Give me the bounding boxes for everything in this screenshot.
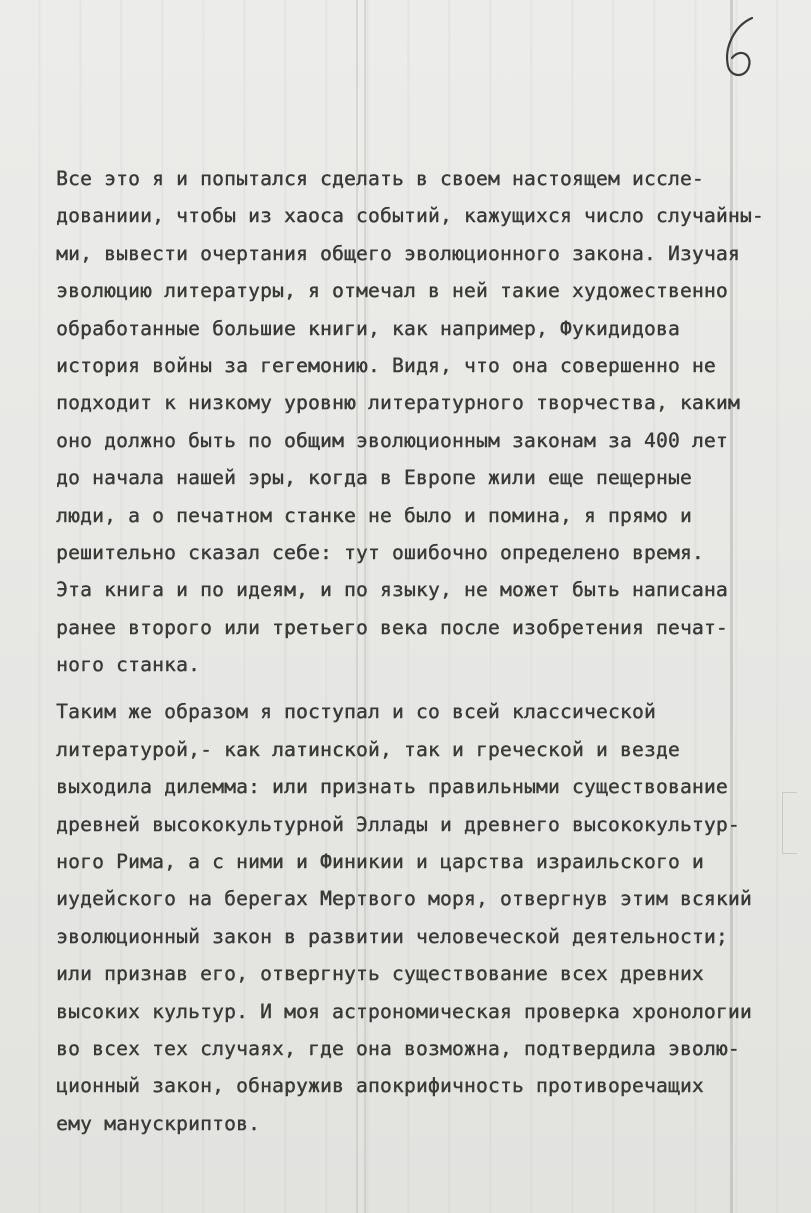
paragraph-gap <box>56 683 801 693</box>
text-line: Таким же образом я поступал и со всей классической <box>56 700 656 724</box>
text-line: дованиии, чтобы из хаоса событий, кажущихся число случайны- <box>56 204 764 228</box>
text-line: оно должно быть по общим эволюционным законам за 400 лет <box>56 428 728 452</box>
paragraph-1 <box>56 160 801 683</box>
handwritten-page-number <box>712 12 772 82</box>
typewritten-text <box>56 160 801 1142</box>
handwritten-six-icon <box>712 12 772 82</box>
text-line: Все это я и попытался сделать в своем настоящем иссле- <box>56 167 704 190</box>
text-line: древней высококультурной Эллады и древнего высококультур- <box>56 812 740 836</box>
text-line: эволюционный закон в развитии человеческой деятельности; <box>56 924 728 948</box>
text-line: во всех тех случаях, где она возможна, подтвердила эволю- <box>56 1036 740 1060</box>
text-line: до начала нашей эры, когда в Европе жили еще пещерные <box>56 466 692 490</box>
text-line: высоких культур. И моя астрономическая проверка хронологии <box>56 999 752 1023</box>
text-line: люди, а о печатном станке не было и помина, я прямо и <box>56 503 692 527</box>
text-line: ранее второго или третьего века после изобретения печат- <box>56 615 728 639</box>
text-line: выходила дилемма: или признать правильными существование <box>56 775 728 799</box>
text-line: обработанные большие книги, как например, Фукидидова <box>56 316 680 340</box>
text-line: эволюцию литературы, я отмечал в ней такие художественно <box>56 279 728 303</box>
text-line: или признав его, отвергнуть существование всех древних <box>56 962 704 986</box>
text-line: ми, вывести очертания общего эволюционного закона. Изучая <box>56 241 740 265</box>
text-line: литературой,- как латинской, так и греческой и везде <box>56 737 680 761</box>
paragraph-2 <box>56 693 801 1142</box>
text-line: ного Рима, а с ними и Финикии и царства израильского и <box>56 850 704 874</box>
text-line: ного станка. <box>56 653 200 677</box>
text-line: иудейского на берегах Мертвого моря, отвергнув этим всякий <box>56 887 752 911</box>
text-line: решительно сказал себе: тут ошибочно определено время. <box>56 540 704 564</box>
text-line: ционный закон, обнаружив апокрифичность противоречащих <box>56 1074 704 1098</box>
margin-pencil-mark <box>782 792 797 854</box>
text-line: Эта книга и по идеям, и по языку, не может быть написана <box>56 578 728 602</box>
text-line: история войны за гегемонию. Видя, что она совершенно не <box>56 353 716 377</box>
text-line: ему манускриптов. <box>56 1111 260 1135</box>
text-line: подходит к низкому уровню литературного творчества, каким <box>56 391 740 415</box>
